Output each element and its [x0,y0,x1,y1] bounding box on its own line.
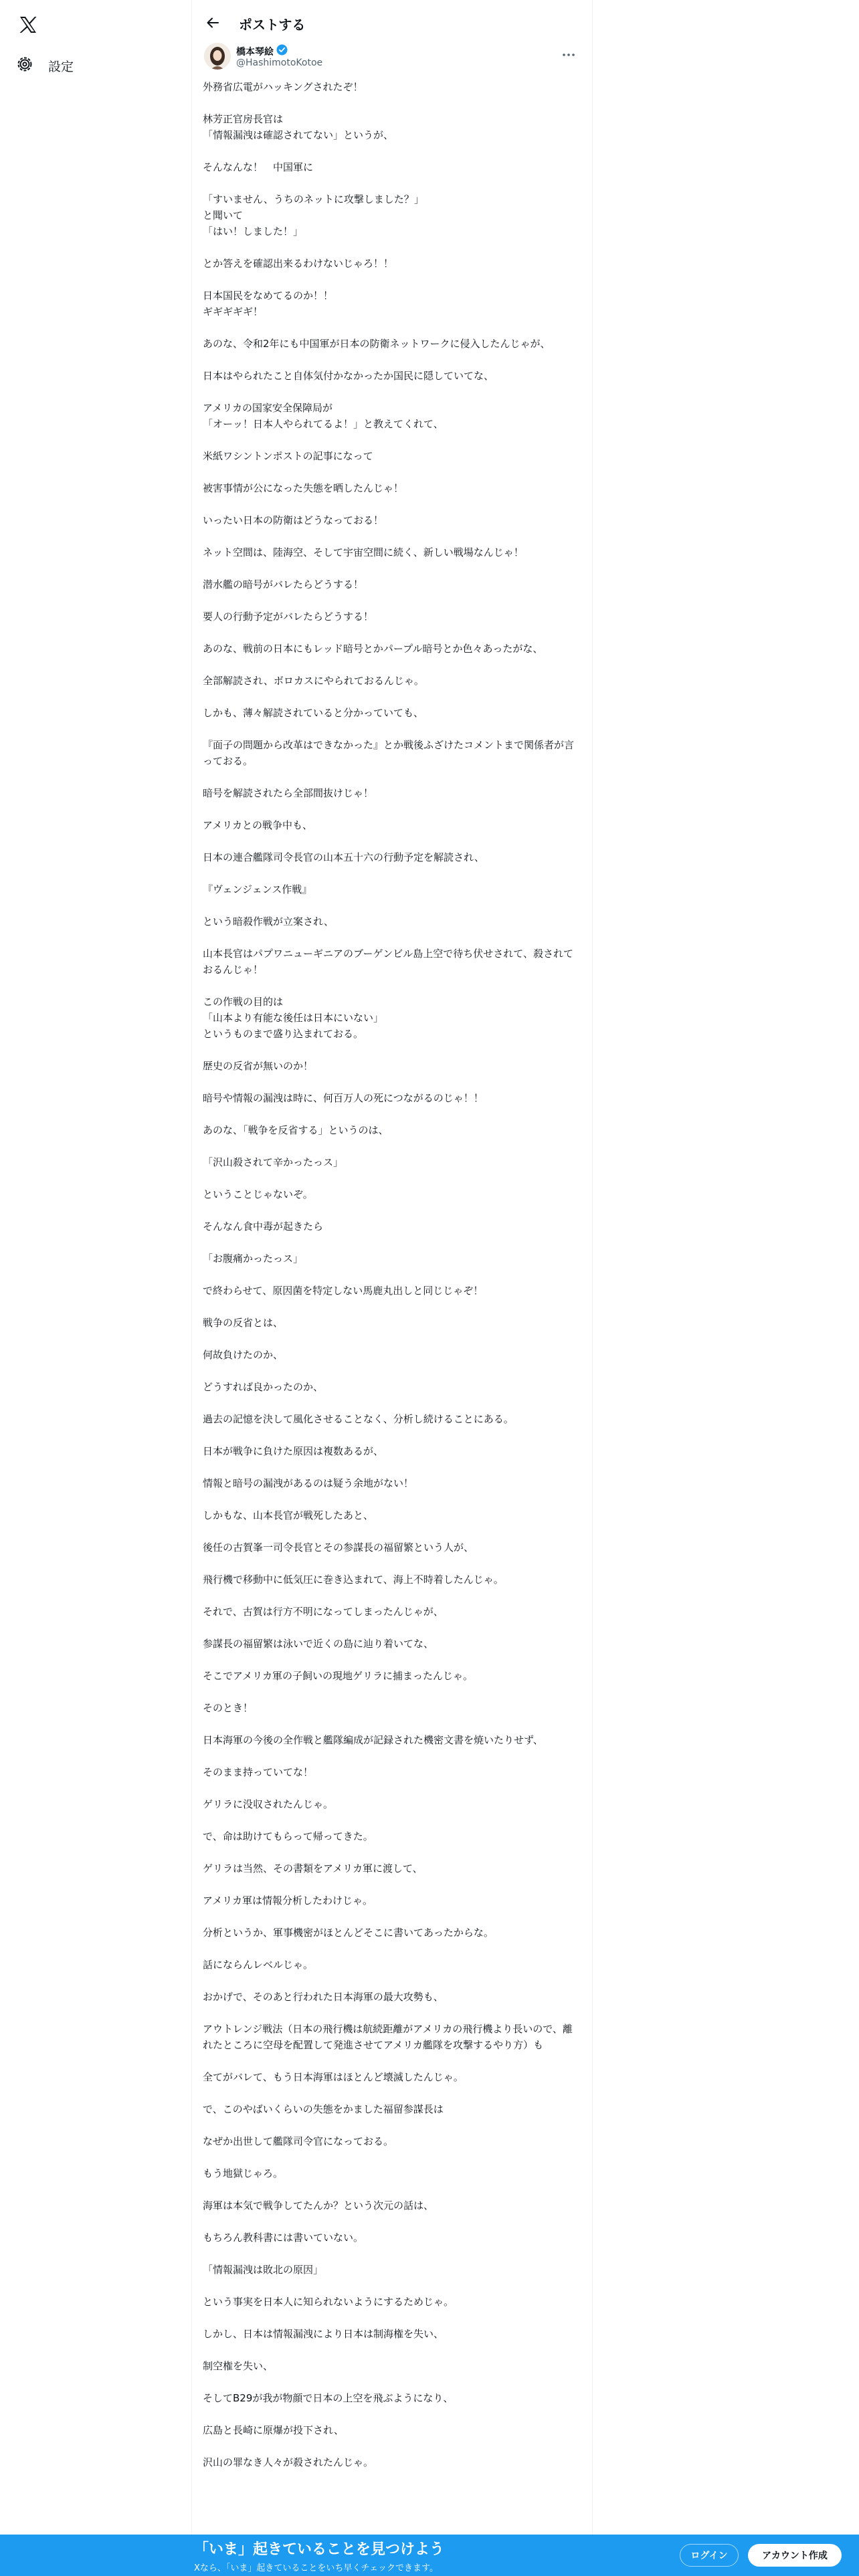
post-paragraph: という事実を日本人に知られないようにするためじゃ。 [203,2296,454,2308]
create-account-button[interactable]: アカウント作成 [748,2544,842,2567]
signup-banner [0,2535,859,2576]
post-paragraph: あのな、「戦争を反省する」というのは、 [203,1124,389,1136]
post-paragraph: しかもな、山本長官が戦死したあと、 [203,1509,374,1521]
post-paragraph: 何故負けたのか、 [203,1349,284,1361]
author-row [204,43,579,74]
post-paragraph: で、命は助けてもらって帰ってきた。 [203,1830,373,1842]
post-paragraph: 「沢山殺されて辛かったっス」 [203,1156,344,1168]
post-paragraph: 日本が戦争に負けた原因は複数あるが、 [203,1445,384,1457]
more-options-button[interactable] [559,43,579,63]
author-name-text: 橋本琴絵 [236,46,274,58]
post-paragraph: 「お腹痛かったっス」 [203,1253,304,1265]
post-paragraph: 沢山の罪なき人々が殺されたんじゃ。 [203,2456,374,2468]
post-paragraph: それで、古賀は行方不明になってしまったんじゃが、 [203,1606,444,1618]
post-paragraph: 参謀長の福留繁は泳いで近くの島に辿り着いてな、 [203,1638,434,1650]
post-paragraph: 海軍は本気で戦争してたんか？という次元の話は、 [203,2199,434,2212]
post-paragraph: 暗号や情報の漏洩は時に、何百万人の死につながるのじゃ！！ [203,1092,484,1104]
post-paragraph: 暗号を解読されたら全部間抜けじゃ！ [203,787,374,799]
post-paragraph: アメリカの国家安全保障局が 「オーッ！日本人やられてるよ！」と教えてくれて、 [203,402,444,430]
post-paragraph: 外務省広電がハッキングされたぞ！ [203,81,363,93]
post-paragraph: 日本国民をなめてるのか！！ ギギギギギ！ [203,290,334,318]
post-paragraph: 日本海軍の今後の全作戦と艦隊編成が記録された機密文書を焼いたりせず、 [203,1734,543,1746]
post-paragraph: アメリカとの戦争中も、 [203,819,312,831]
main-column [191,0,593,2535]
post-paragraph: 分析というか、軍事機密がほとんどそこに書いてあったからな。 [203,1927,494,1939]
post-paragraph: で終わらせて、原因菌を特定しない馬鹿丸出しと同じじゃぞ！ [203,1285,484,1297]
post-paragraph: この作戦の目的は 「山本より有能な後任は日本にいない」 というものまで盛り込まれておる。 [203,996,384,1040]
post-paragraph: ゲリラは当然、その書類をアメリカ軍に渡して、 [203,1862,423,1874]
post-paragraph: 全てがバレて、もう日本海軍はほとんど壊滅したんじゃ。 [203,2071,464,2083]
post-paragraph: しかも、薄々解読されていると分かっていても、 [203,707,424,719]
login-button[interactable]: ログイン [680,2544,739,2567]
verified-badge-icon [276,44,288,58]
post-paragraph: アウトレンジ戦法（日本の飛行機は航続距離がアメリカの飛行機より長いので、離れたところに空母を配置して発進させてアメリカ艦隊を攻撃するやり方）も [203,2023,573,2051]
author-name[interactable] [236,44,288,58]
post-paragraph: で、このやばいくらいの失態をかました福留参謀長は [203,2103,444,2115]
author-handle[interactable]: @HashimotoKotoe [236,58,323,68]
post-paragraph: 過去の記憶を決して風化させることなく、分析し続けることにある。 [203,1413,514,1425]
back-button[interactable] [201,13,224,35]
post-paragraph: どうすれば良かったのか、 [203,1381,324,1393]
post-paragraph: という暗殺作戦が立案され、 [203,916,334,928]
post-paragraph: アメリカ軍は情報分析したわけじゃ。 [203,1895,373,1907]
post-paragraph: 話にならんレベルじゃ。 [203,1959,314,1971]
x-logo-icon[interactable] [18,15,39,36]
post-paragraph: そこでアメリカ軍の子飼いの現地ゲリラに捕まったんじゃ。 [203,1670,473,1682]
post-paragraph: 『面子の問題から改革はできなかった』とか戦後ふざけたコメントまで関係者が言っておる。 [203,739,575,767]
back-arrow-icon [206,16,219,32]
gear-icon [16,56,33,76]
banner-subtitle: Xなら、「いま」起きていることをいち早くチェックできます。 [194,2563,438,2573]
nav-item-settings[interactable] [16,52,74,79]
post-paragraph: 潜水艦の暗号がバレたらどうする！ [203,578,364,591]
post-paragraph: いったい日本の防衛はどうなっておる！ [203,514,384,526]
avatar[interactable] [204,43,231,70]
post-paragraph: あのな、令和2年にも中国軍が日本の防衛ネットワークに侵入したんじゃが、 [203,338,551,350]
post-paragraph: 林芳正官房長官は 「情報漏洩は確認されてない」というが、 [203,113,394,141]
post-paragraph: そのまま持っていてな！ [203,1766,314,1778]
post-paragraph: そのとき！ [203,1702,254,1714]
post-paragraph: とか答えを確認出来るわけないじゃろ！！ [203,257,394,270]
post-paragraph: 広島と長崎に原爆が投下され、 [203,2424,344,2436]
post-paragraph: そんなんな！ 中国軍に [203,161,314,173]
post-paragraph: そんなん食中毒が起きたら [203,1220,324,1232]
post-header [192,0,592,47]
left-navigation [0,0,191,2535]
post-paragraph: 戦争の反省とは、 [203,1317,284,1329]
post-paragraph: 山本長官はパプワニューギニアのブーゲンビル島上空で待ち伏せされて、殺されておるんじゃ！ [203,948,573,976]
post-paragraph: 要人の行動予定がバレたらどうする！ [203,611,374,623]
post-paragraph: ネット空間は、陸海空、そして宇宙空間に続く、新しい戦場なんじゃ！ [203,546,524,558]
post-paragraph: 米紙ワシントンポストの記事になって [203,450,373,462]
post-paragraph: 「情報漏洩は敗北の原因」 [203,2264,324,2276]
post-paragraph: 制空権を失い、 [203,2360,274,2372]
post-paragraph: ということじゃないぞ。 [203,1188,313,1200]
banner-title: 「いま」起きていることを見つけよう [194,2541,445,2558]
post-paragraph: 後任の古賀峯一司令長官とその参謀長の福留繁という人が、 [203,1541,474,1553]
post-paragraph: なぜか出世して艦隊司令官になっておる。 [203,2135,394,2147]
post-paragraph: 被害事情が公になった失態を晒したんじゃ！ [203,482,404,494]
post-paragraph: 情報と暗号の漏洩があるのは疑う余地がない！ [203,1477,414,1489]
post-paragraph: 「すいません、うちのネットに攻撃しました？」 と聞いて 「はい！しました！」 [203,193,424,237]
post-paragraph: あのな、戦前の日本にもレッド暗号とかパープル暗号とか色々あったがな、 [203,643,543,655]
post-paragraph: そしてB29が我が物顔で日本の上空を飛ぶようになり、 [203,2392,454,2404]
post-paragraph: もう地獄じゃろ。 [203,2167,284,2179]
post-paragraph: 飛行機で移動中に低気圧に巻き込まれて、海上不時着したんじゃ。 [203,1574,504,1586]
post-text [203,79,581,2486]
post-paragraph: 日本はやられたこと自体気付かなかったか国民に隠していてな、 [203,370,494,382]
post-paragraph: 『ヴェンジェンス作戦』 [203,883,312,895]
post-paragraph: おかげで、そのあと行われた日本海軍の最大攻勢も、 [203,1991,444,2003]
nav-settings-label: 設定 [48,59,74,74]
post-paragraph: 歴史の反省が無いのか！ [203,1060,314,1072]
post-paragraph: もちろん教科書には書いていない。 [203,2232,364,2244]
post-paragraph: 日本の連合艦隊司令長官の山本五十六の行動予定を解読され、 [203,851,484,863]
post-paragraph: ゲリラに没収されたんじゃ。 [203,1798,334,1810]
more-icon [562,47,575,60]
post-paragraph: しかし、日本は情報漏洩により日本は制海権を失い、 [203,2328,444,2340]
post-paragraph: 全部解読され、ボロカスにやられておるんじゃ。 [203,675,424,687]
page-title: ポストする [239,17,306,33]
